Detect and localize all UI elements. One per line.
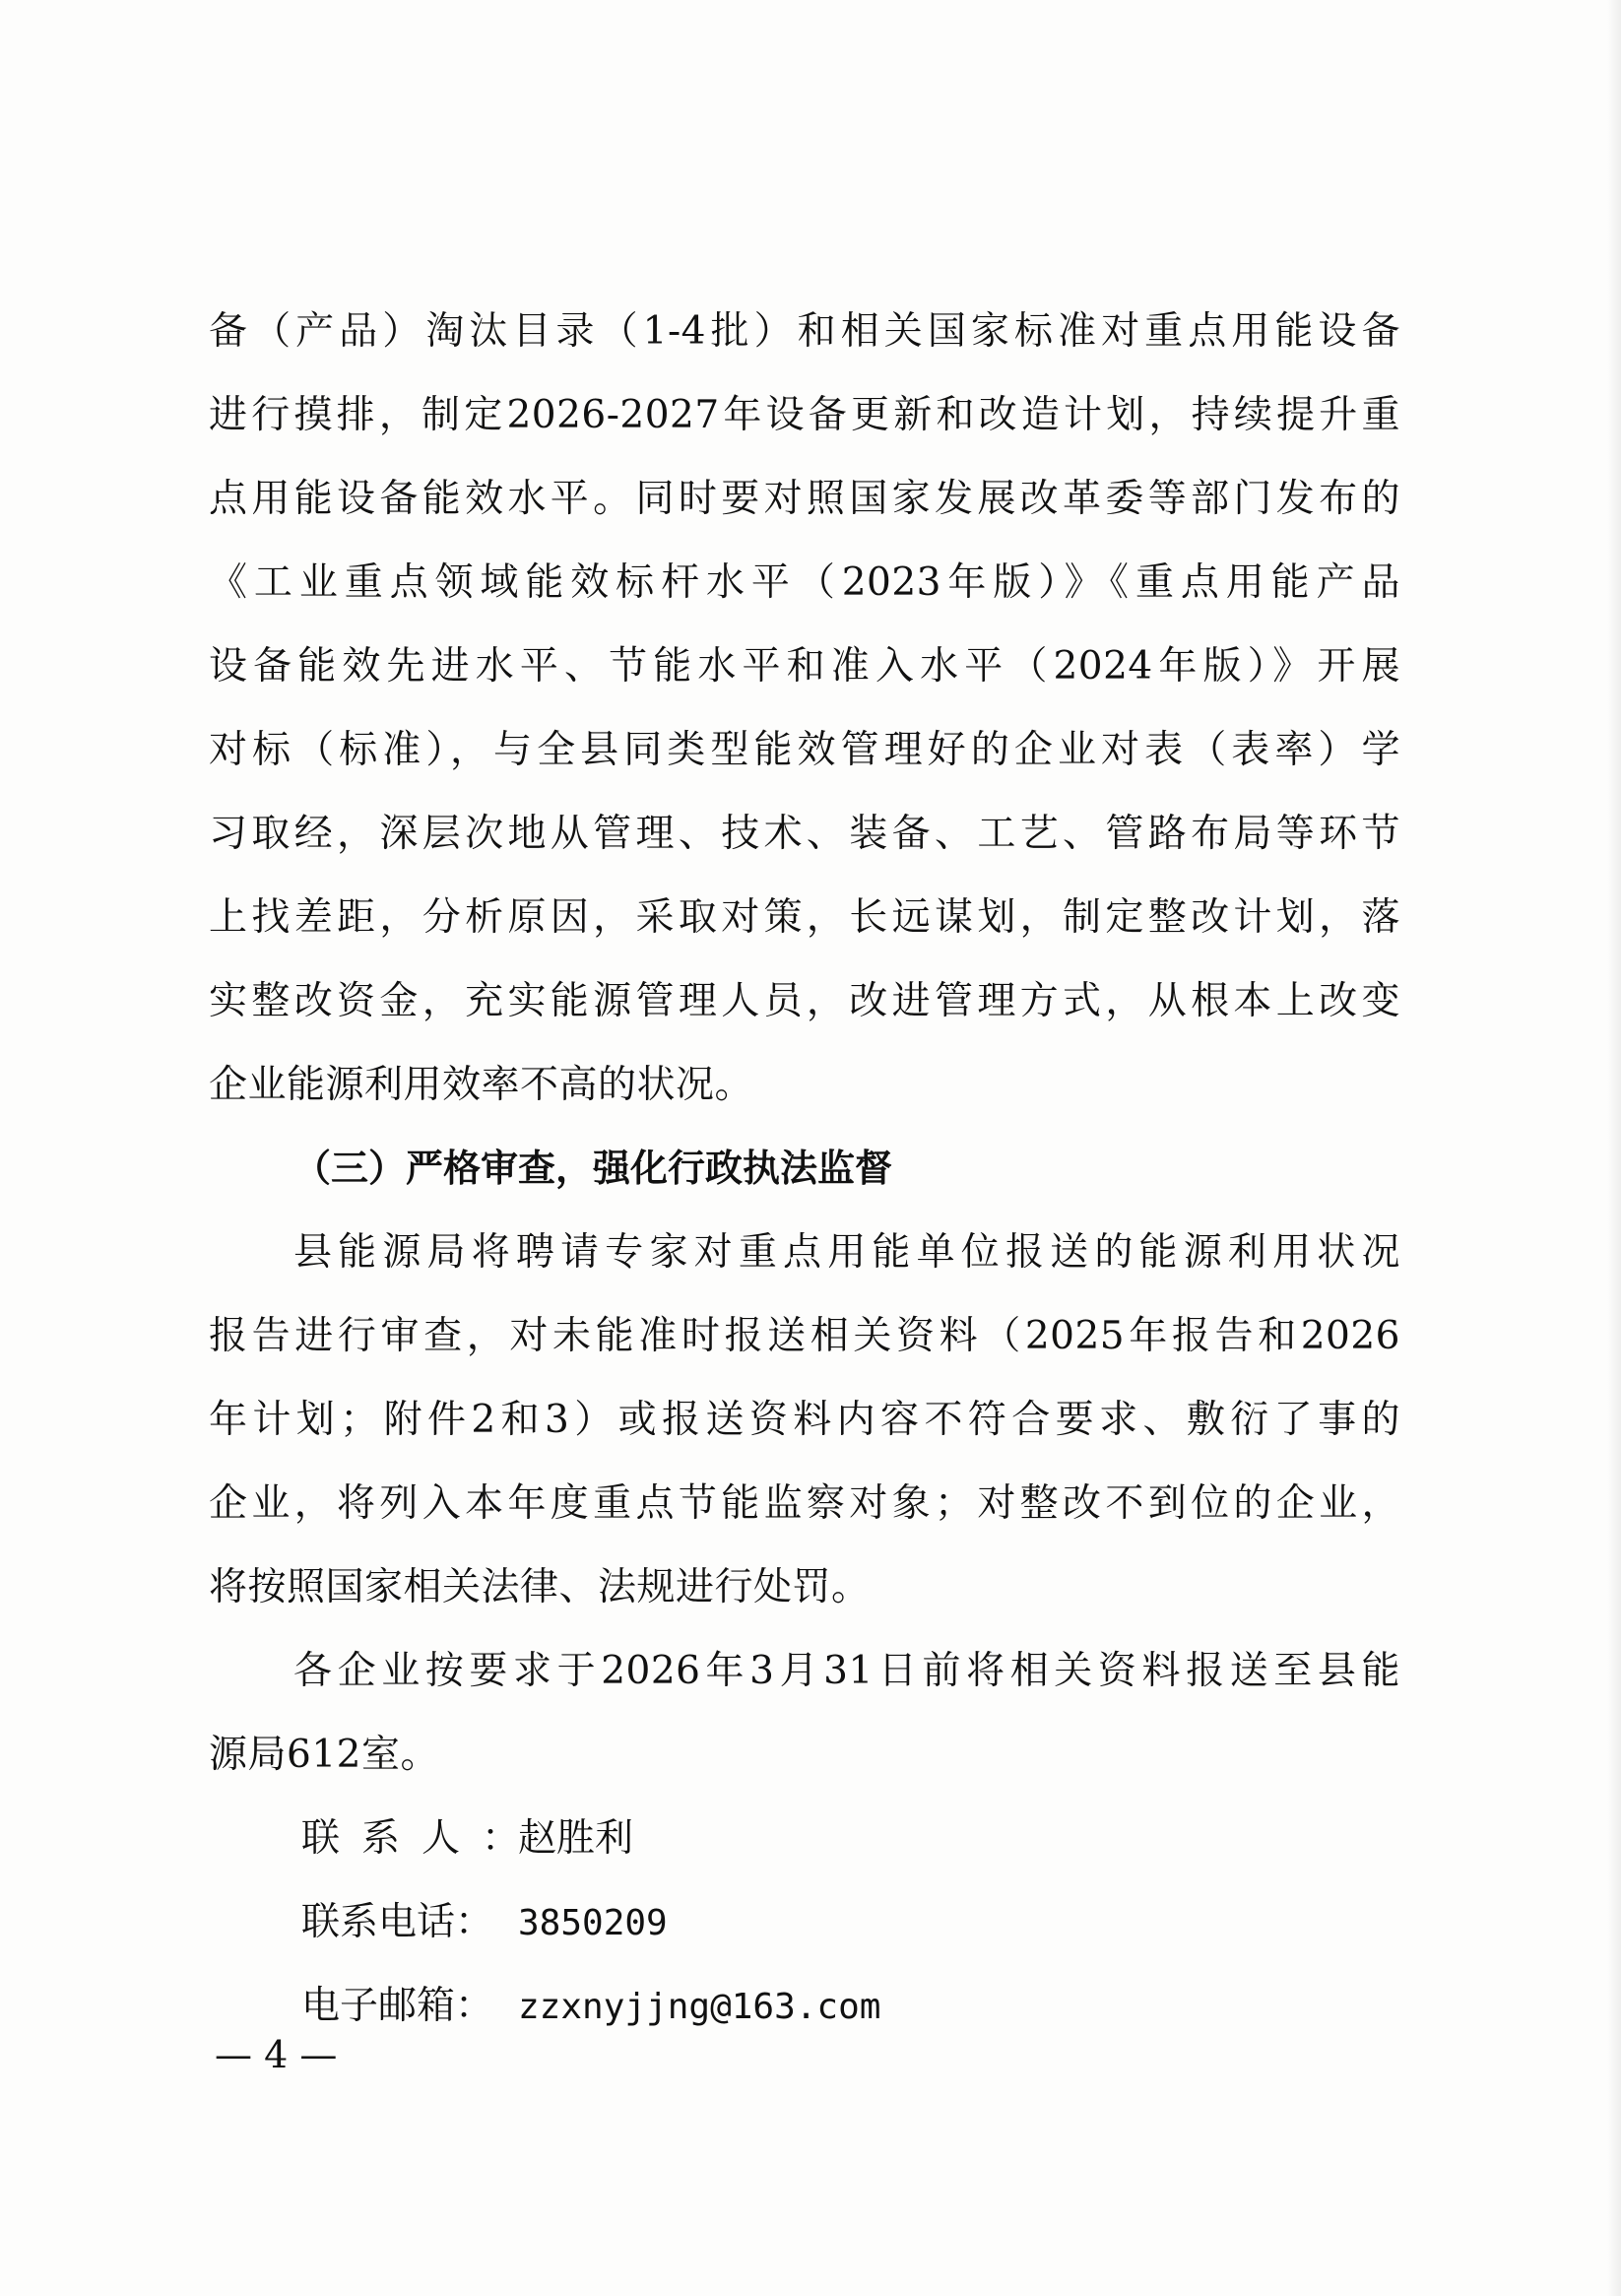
- paragraph-2-line-1: 县能源局将聘请专家对重点用能单位报送的能源利用状况: [293, 1230, 1400, 1275]
- paragraph-1-line-6: 对标（标准），与全县同类型能效管理好的企业对表（表率）学: [209, 728, 1400, 772]
- paragraph-1-line-9: 实整改资金，充实能源管理人员，改进管理方式，从根本上改变: [209, 979, 1400, 1023]
- section-heading: （三）严格审查，强化行政执法监督: [293, 1147, 893, 1190]
- paragraph-1-line-8: 上找差距，分析原因，采取对策，长远谋划，制定整改计划，落: [209, 895, 1400, 940]
- document-body: [209, 290, 1400, 2048]
- paragraph-2-line-5: 将按照国家相关法律、法规进行处罚。: [209, 1565, 871, 1609]
- paragraph-1-line-5: 设备能效先进水平、节能水平和准入水平（2024年版）》开展: [209, 644, 1400, 689]
- contact-email-row: [209, 1964, 1400, 2048]
- paragraph-3-line-2: 源局612室。: [209, 1733, 439, 1777]
- contact-phone-value: 3850209: [518, 1903, 668, 1943]
- paragraph-1-line-7: 习取经，深层次地从管理、技术、装备、工艺、管路布局等环节: [209, 812, 1400, 856]
- page-edge-shadow: [1607, 0, 1621, 2296]
- paragraph-1-line-10: 企业能源利用效率不高的状况。: [209, 1063, 754, 1107]
- contact-person-row: [209, 1797, 1400, 1880]
- paragraph-1-line-4: 《工业重点领域能效标杆水平（2023年版）》《重点用能产品: [209, 560, 1400, 605]
- paragraph-2-line-3: 年计划；附件2和3）或报送资料内容不符合要求、敷衍了事的: [209, 1398, 1400, 1442]
- paragraph-2-line-4: 企业，将列入本年度重点节能监察对象；对整改不到位的企业，: [209, 1481, 1400, 1526]
- contact-phone-label: 联系电话：: [301, 1900, 494, 1944]
- paragraph-2-line-2: 报告进行审查，对未能准时报送相关资料（2025年报告和2026: [209, 1314, 1400, 1358]
- contact-email-value: zzxnyjjng@163.com: [518, 1987, 881, 2027]
- contact-phone-row: [209, 1880, 1400, 1964]
- paragraph-1-line-3: 点用能设备能效水平。同时要对照国家发展改革委等部门发布的: [209, 477, 1400, 521]
- contact-person-value: 赵胜利: [518, 1816, 634, 1861]
- contact-person-label: 联系人：: [301, 1816, 543, 1861]
- paragraph-1-line-1: 备（产品）淘汰目录（1-4批）和相关国家标准对重点用能设备: [209, 309, 1400, 354]
- paragraph-1-line-2: 进行摸排，制定2026-2027年设备更新和改造计划，持续提升重: [209, 393, 1400, 437]
- page-number: — 4 —: [215, 2033, 338, 2076]
- paragraph-3-line-1: 各企业按要求于2026年3月31日前将相关资料报送至县能: [293, 1649, 1400, 1693]
- contact-email-label: 电子邮箱：: [301, 1984, 494, 2028]
